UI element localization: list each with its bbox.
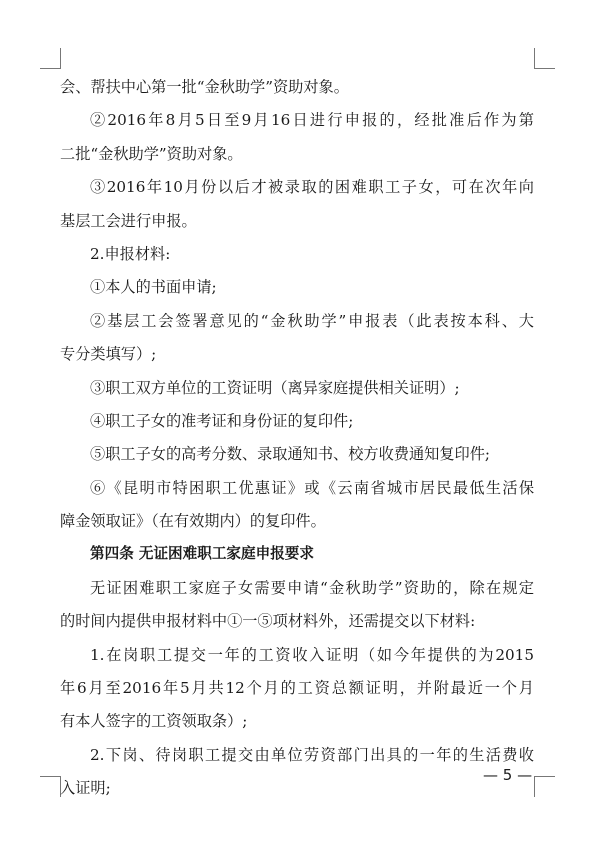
text-line: 基层工会进行申报。 xyxy=(60,211,197,230)
text-line: 无证困难职工家庭子女需要申请“金秋助学”资助的，除在规定 xyxy=(90,578,534,597)
text-line: 年6月至2016年5月共12个月的工资总额证明，并附最近一个月 xyxy=(60,679,534,698)
text-line: 有本人签字的工资领取条）; xyxy=(60,712,248,731)
text-line: 入证明; xyxy=(60,779,111,798)
text-line: 专分类填写）; xyxy=(60,345,157,364)
document-body xyxy=(60,78,534,813)
page-number: — 5 — xyxy=(483,766,533,784)
text-line: 2.下岗、待岗职工提交由单位劳资部门出具的一年的生活费收 xyxy=(90,745,534,764)
text-line: ④职工子女的准考证和身份证的复印件; xyxy=(90,411,354,430)
text-line: ③2016年10月份以后才被录取的困难职工子女，可在次年向 xyxy=(90,178,534,197)
text-line: 2.申报材料: xyxy=(90,244,171,263)
text-line: 障金领取证》（在有效期内）的复印件。 xyxy=(60,512,326,531)
text-line: ②2016年8月5日至9月16日进行申报的，经批准后作为第 xyxy=(90,111,534,130)
text-line: 二批“金秋助学”资助对象。 xyxy=(60,144,243,163)
text-line: ②基层工会签署意见的“金秋助学”申报表（此表按本科、大 xyxy=(90,311,534,330)
text-line: 1.在岗职工提交一年的工资收入证明（如今年提供的为2015 xyxy=(90,645,534,664)
text-line: ⑤职工子女的高考分数、录取通知书、校方收费通知复印件; xyxy=(90,445,490,464)
text-line: 会、帮扶中心第一批“金秋助学”资助对象。 xyxy=(60,78,349,96)
text-line: ⑥《昆明市特困职工优惠证》或《云南省城市居民最低生活保 xyxy=(90,478,534,497)
text-line: 的时间内提供申报材料中①一⑤项材料外，还需提交以下材料: xyxy=(60,612,476,631)
section-heading: 第四条 无证困难职工家庭申报要求 xyxy=(90,545,314,563)
text-line: ①本人的书面申请; xyxy=(90,278,217,297)
text-line: ③职工双方单位的工资证明（离异家庭提供相关证明）; xyxy=(90,378,460,397)
